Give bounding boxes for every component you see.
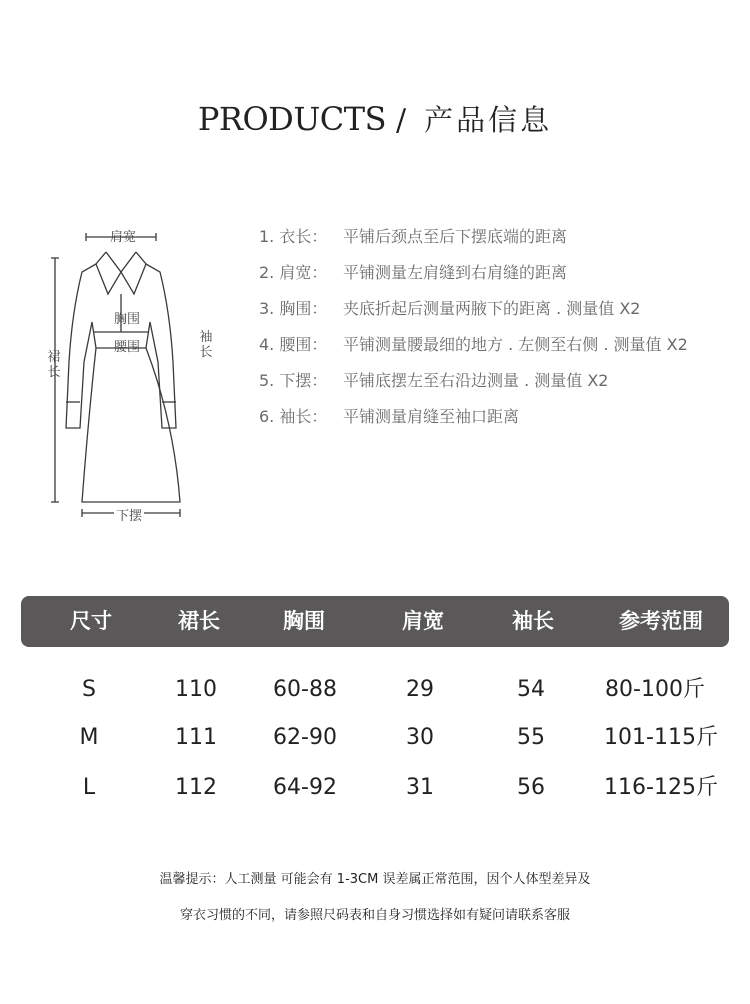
title-chinese: 产品信息	[424, 103, 553, 137]
page-title	[0, 98, 750, 139]
header-sleeve: 袖长	[512, 609, 554, 633]
header-length: 裙长	[178, 609, 220, 633]
spec-item: 4. 腰围： 平铺测量腰最细的地方 . 左侧至右侧 . 测量值 X2	[259, 335, 688, 354]
spec-item: 3. 胸围： 夹底折起后测量两腋下的距离 . 测量值 X2	[259, 299, 641, 318]
note-line-1: 温馨提示：人工测量 可能会有 1-3CM 误差属正常范围，因个人体型差异及	[159, 872, 591, 887]
label-chest: 胸围	[114, 312, 141, 327]
measurement-guide	[259, 226, 688, 442]
label-length: 裙 长	[47, 350, 61, 380]
table-row: S 110 60-88 29 54 80-100斤	[82, 677, 705, 702]
spec-item: 5. 下摆： 平铺底摆左至右沿边测量 . 测量值 X2	[259, 371, 609, 390]
dress-diagram	[36, 222, 213, 524]
spec-item: 1. 衣长： 平铺后颈点至后下摆底端的距离	[259, 227, 568, 246]
note-line-2: 穿衣习惯的不同，请参照尺码表和自身习惯选择如有疑问请联系客服	[179, 908, 570, 923]
size-table-header	[21, 596, 729, 647]
header-size: 尺寸	[70, 609, 112, 633]
label-hem: 下摆	[114, 505, 144, 524]
title-english: PRODUCTS	[197, 100, 387, 138]
header-shoulder: 肩宽	[402, 609, 444, 633]
header-chest: 胸围	[283, 609, 325, 633]
spec-item: 6. 袖长： 平铺测量肩缝至袖口距离	[259, 407, 520, 426]
table-row: M 111 62-90 30 55 101-115斤	[79, 725, 718, 750]
title-separator: /	[396, 103, 407, 138]
spec-item: 2. 肩宽： 平铺测量左肩缝到右肩缝的距离	[259, 263, 568, 282]
label-waist: 腰围	[114, 340, 141, 355]
header-range: 参考范围	[619, 609, 703, 633]
label-sleeve: 袖 长	[199, 330, 213, 360]
label-shoulder: 肩宽	[110, 230, 137, 245]
table-row: L 112 64-92 31 56 116-125斤	[82, 775, 718, 800]
